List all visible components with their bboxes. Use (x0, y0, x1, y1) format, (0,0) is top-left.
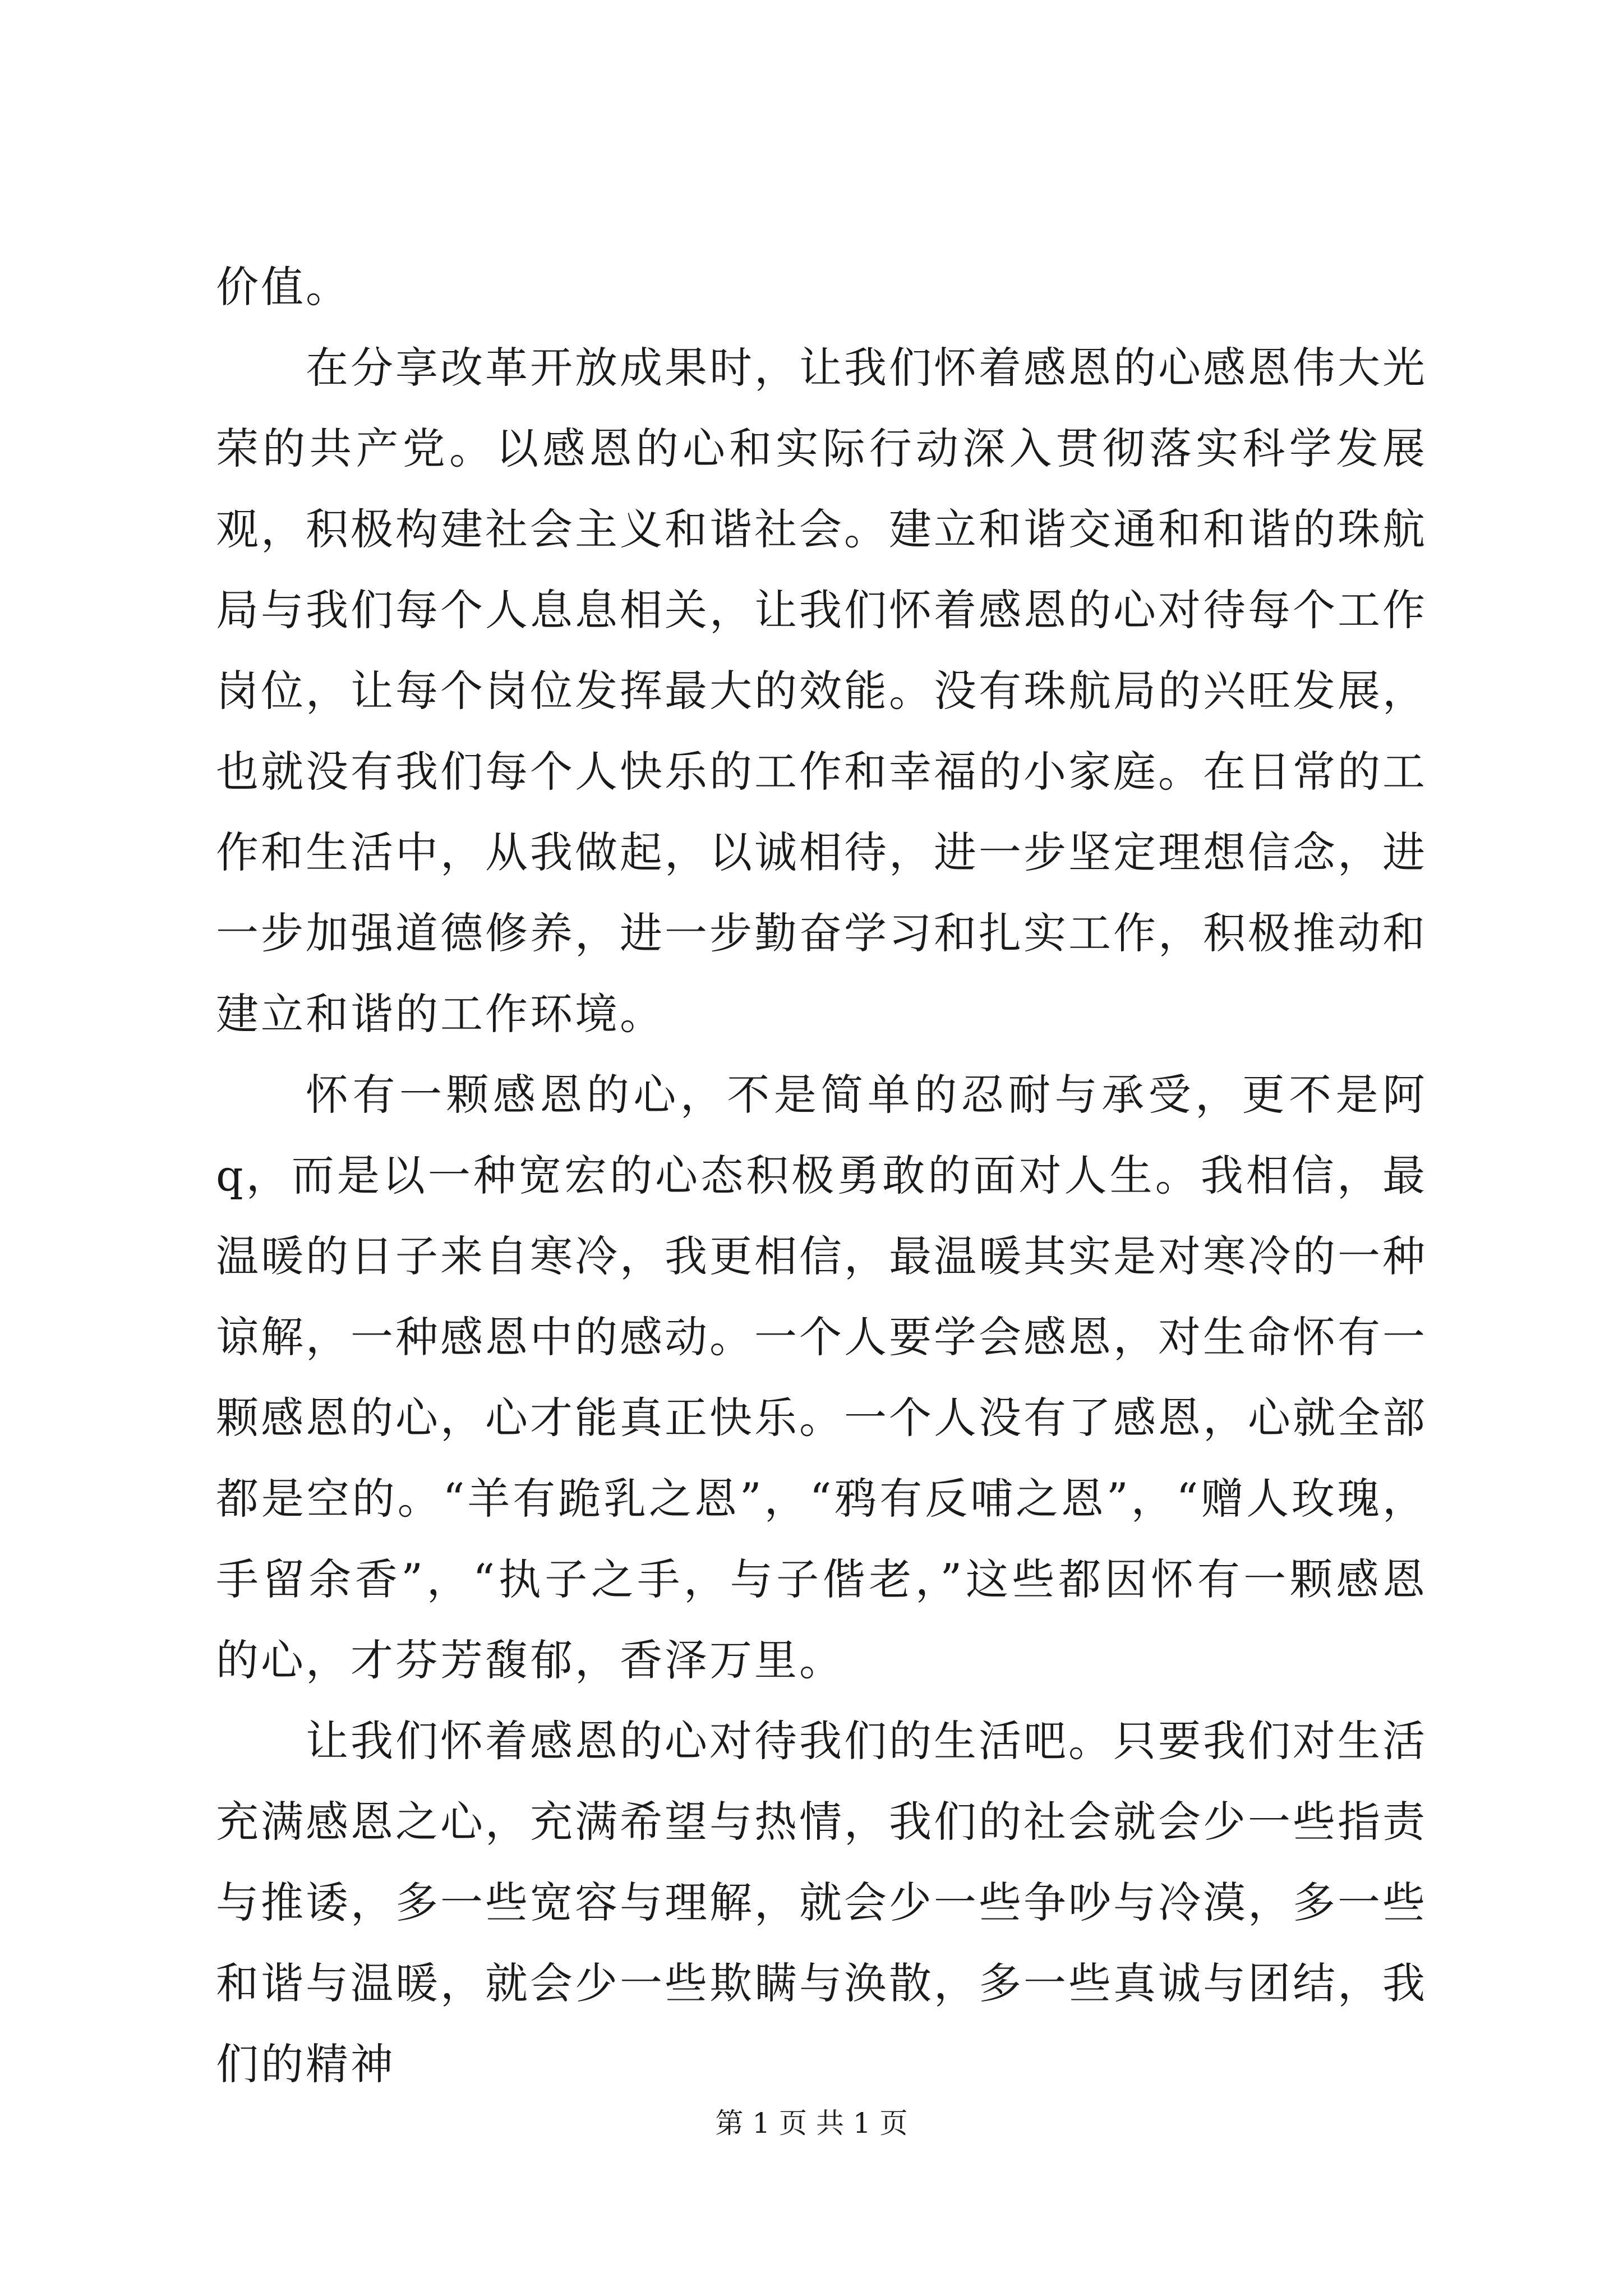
paragraph-1: 价值。 (216, 262, 351, 312)
paragraph-4: 让我们怀着感恩的心对待我们的生活吧。只要我们对生活充满感恩之心，充满希望与热情，我们的社会就会少一些指责与推诿，多一些宽容与理解，就会少一些争吵与冷漠，多一些和谐与温暖，就会少一些欺瞒与涣散，多一些真诚与团结，我们的精神 (216, 1716, 1427, 2089)
document-body (216, 247, 1427, 2105)
paragraph-3: 怀有一颗感恩的心，不是简单的忍耐与承受，更不是阿 q，而是以一种宽宏的心态积极勇敢的面对人生。我相信，最温暖的日子来自寒冷，我更相信，最温暖其实是对寒冷的一种谅解，一种感恩中的感动。一个人要学会感恩，对生命怀有一颗感恩的心，心才能真正快乐。一个人没有了感恩，心就全部都是空的。“羊有跪乳之恩”，“鸦有反哺之恩”，“赠人玫瑰，手留余香”，“执子之手，与子偕老，”这些都因怀有一颗感恩的心，才芬芳馥郁，香泽万里。 (216, 1070, 1427, 1685)
paragraph-2: 在分享改革开放成果时，让我们怀着感恩的心感恩伟大光荣的共产党。以感恩的心和实际行动深入贯彻落实科学发展观，积极构建社会主义和谐社会。建立和谐交通和和谐的珠航局与我们每个人息息相关，让我们怀着感恩的心对待每个工作岗位，让每个岗位发挥最大的效能。没有珠航局的兴旺发展，也就没有我们每个人快乐的工作和幸福的小家庭。在日常的工作和生活中，从我做起，以诚相待，进一步坚定理想信念，进一步加强道德修养，进一步勤奋学习和扎实工作，积极推动和建立和谐的工作环境。 (216, 343, 1427, 1039)
page-footer: 第 1 页 共 1 页 (715, 2107, 908, 2139)
